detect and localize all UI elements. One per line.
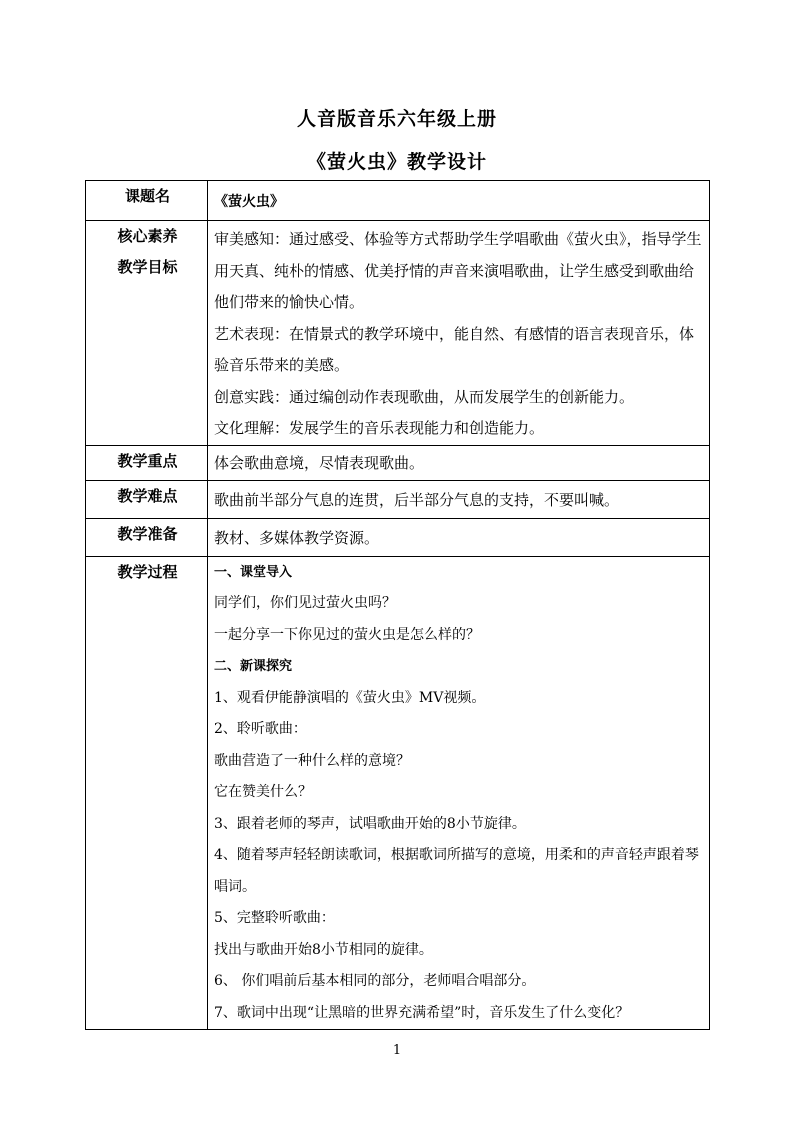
process-line: 找出与歌曲开始8小节相同的旋律。: [214, 941, 433, 958]
goal-item: 审美感知：通过感受、体验等方式帮助学生学唱歌曲《萤火虫》，指导学生用天真、纯朴的情感、优美抒情的声音来演唱歌曲，让学生感受到歌曲给他们带来的愉快心情。: [214, 230, 702, 311]
table-row-preparation: [86, 518, 710, 556]
process-line: 2、聆听歌曲：: [214, 721, 307, 737]
difficulties-label: 教学难点: [86, 480, 208, 518]
process-line: 歌曲营造了一种什么样的意境？: [214, 752, 410, 769]
preparation-label: 教学准备: [86, 518, 208, 556]
key-points-label: 教学重点: [86, 445, 208, 480]
process-line: 同学们，你们见过萤火虫吗？: [214, 595, 396, 611]
process-line: 3、跟着老师的琴声，试唱歌曲开始的8小节旋律。: [214, 815, 526, 832]
table-row-process: [86, 556, 710, 1030]
goal-item: 创意实践：通过编创动作表现歌曲，从而发展学生的创新能力。: [214, 387, 635, 406]
goals-content: [208, 221, 710, 446]
process-line: 6、 你们唱前后基本相同的部分，老师唱合唱部分。: [214, 973, 536, 989]
document-title: 人音版音乐六年级上册: [296, 108, 497, 130]
process-content: [208, 556, 710, 1030]
topic-value: 《萤火虫》: [208, 181, 710, 221]
table-row-topic: [86, 181, 710, 221]
process-line: 1、观看伊能静演唱的《萤火虫》MV视频。: [214, 689, 486, 706]
process-label: 教学过程: [86, 556, 208, 1030]
document-subtitle: 《萤火虫》教学设计: [306, 151, 487, 173]
preparation-value: 教材、多媒体教学资源。: [208, 518, 710, 556]
difficulties-value: 歌曲前半部分气息的连贯，后半部分气息的支持，不要叫喊。: [208, 480, 710, 518]
goals-label: 核心素养 教学目标: [86, 221, 208, 446]
section-heading: 一、课堂导入: [214, 564, 293, 580]
goal-item: 文化理解：发展学生的音乐表现能力和创造能力。: [214, 419, 545, 437]
lesson-plan-table: [85, 180, 710, 1030]
page-number: 1: [392, 1043, 402, 1058]
goal-item: 艺术表现：在情景式的教学环境中，能自然、有感情的语言表现音乐，体验音乐带来的美感。: [214, 324, 695, 374]
section-heading: 二、新课探究: [214, 659, 293, 674]
process-line: 5、完整聆听歌曲：: [214, 910, 335, 926]
topic-label: 课题名: [86, 181, 208, 221]
table-row-difficulties: [86, 480, 710, 518]
table-row-goals: [86, 221, 710, 446]
process-line: 一起分享一下你见过的萤火虫是怎么样的？: [214, 626, 480, 643]
process-line: 7、歌词中出现“让黑暗的世界充满希望”时，音乐发生了什么变化？: [214, 1004, 630, 1021]
process-line: 它在赞美什么？: [214, 784, 312, 800]
table-row-key-points: [86, 445, 710, 480]
process-line: 4、随着琴声轻轻朗读歌词，根据歌词所描写的意境，用柔和的声音轻声跟着琴唱词。: [214, 847, 699, 895]
key-points-value: 体会歌曲意境，尽情表现歌曲。: [208, 445, 710, 480]
